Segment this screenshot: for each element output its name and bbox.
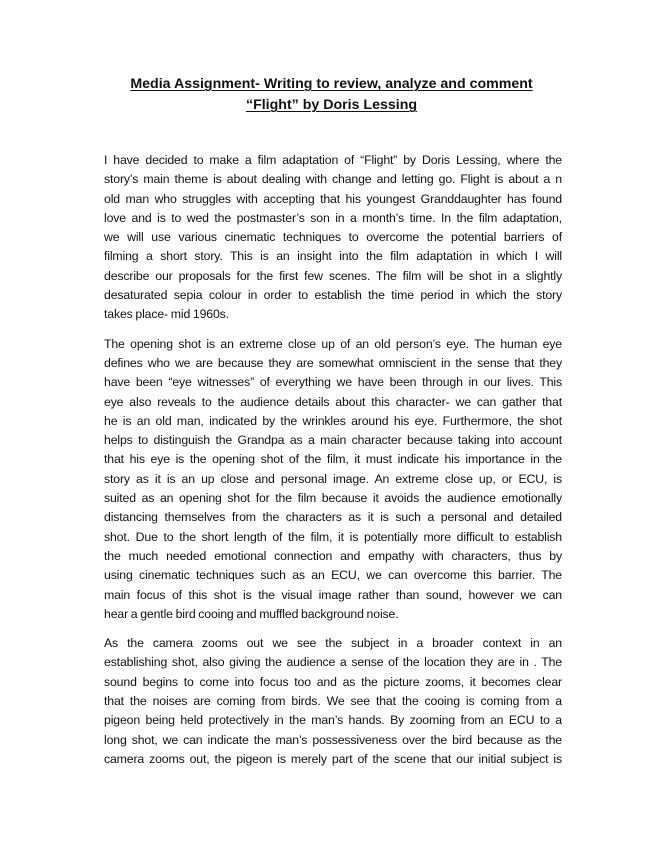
text-line: camera zooms out, the pigeon is merely part of the scene that our initial subject is [104,751,562,766]
text-line: suited as an opening shot for the film because it avoids the audience emotionally [104,491,562,506]
text-line: the much needed emotional connection and empathy with characters, thus by [104,548,562,563]
text-line: main focus of this shot is the visual image rather than sound, however we can [104,587,562,602]
text-line: hear a gentle bird cooing and muffled background noise. [104,606,399,621]
text-line: shot. Due to the short length of the film, it is potentially more difficult to establish [104,529,562,544]
text-line: eye also reveals to the audience details about this character- we can gather that [104,394,562,409]
text-line: distancing themselves from the characters as it is such a personal and detailed [104,510,562,525]
paragraph-2 [104,335,562,624]
text-line: pigeon being held protectively in the man’s hands. By zooming from an ECU to a [104,713,562,728]
text-line: using cinematic techniques such as an ECU, we can overcome this barrier. The [104,568,562,583]
text-line: filming a short story. This is an insight into the film adaptation in which I will [104,249,562,264]
text-line: takes place- mid 1960s. [104,307,229,322]
text-line: long shot, we can indicate the man’s possessiveness over the bird because as the [104,732,562,747]
text-line: we will use various cinematic techniques to overcome the potential barriers of [104,230,562,245]
text-line: that his eye is the opening shot of the film, it must indicate his importance in the [104,452,562,467]
text-line: old man who struggles with accepting that his youngest Granddaughter has found [104,191,562,206]
text-line: have been “eye witnesses” of everything we have been through in our lives. This [104,375,562,390]
text-line: love and is to wed the postmaster’s son in a month’s time. In the film adaptation, [104,210,562,225]
text-line: that the noises are coming from birds. We see that the cooing is coming from a [104,694,562,709]
title-line-2: “Flight” by Doris Lessing [245,97,418,113]
text-line: establishing shot, also giving the audience a sense of the location they are in . The [104,655,562,670]
text-line: describe our proposals for the first few scenes. The film will be shot in a slightly [104,268,562,283]
title-line-1: Media Assignment- Writing to review, analyze and comment [130,76,533,92]
document-body [104,151,562,779]
text-line: story’s main theme is about dealing with change and letting go. Flight is about a n [104,172,562,187]
document-title [0,74,663,116]
text-line: story as it is an up close and personal image. An extreme close up, or ECU, is [104,471,562,486]
paragraph-1 [104,151,562,325]
text-line: The opening shot is an extreme close up of an old person’s eye. The human eye [104,336,562,351]
paragraph-3 [104,634,562,769]
text-line: As the camera zooms out we see the subject in a broader context in an [104,636,562,651]
text-line: defines who we are because they are somewhat omniscient in the sense that they [104,355,562,370]
text-line: I have decided to make a film adaptation of “Flight” by Doris Lessing, where the [104,153,562,167]
text-line: he is an old man, indicated by the wrinkles around his eye. Furthermore, the shot [104,413,562,428]
text-line: helps to distinguish the Grandpa as a main character because taking into account [104,433,562,448]
text-line: desaturated sepia colour in order to establish the time period in which the story [104,288,562,303]
text-line: sound begins to come into focus too and as the picture zooms, it becomes clear [104,674,562,689]
